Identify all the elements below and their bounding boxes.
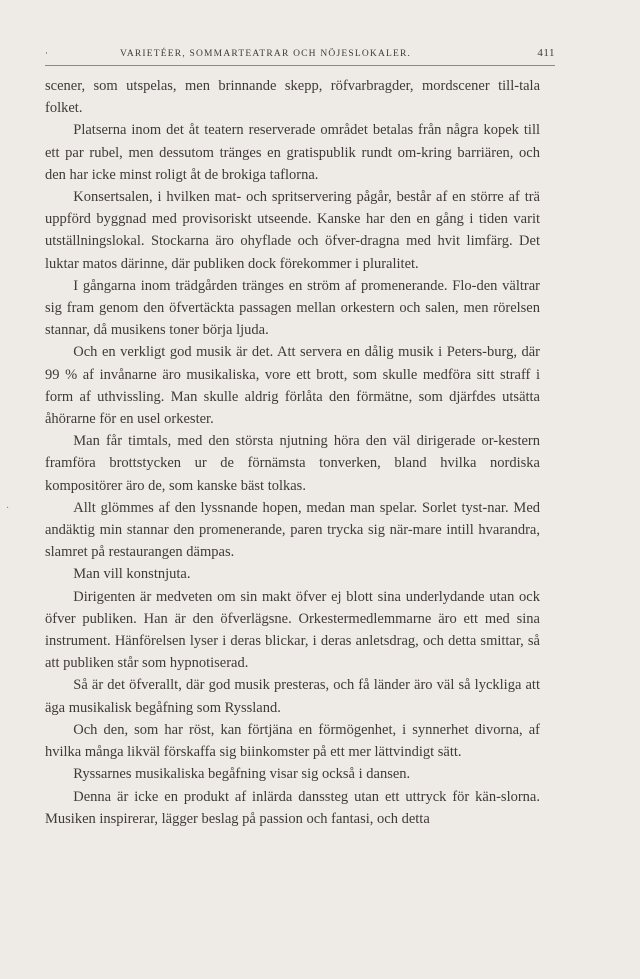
running-title: VARIETÉER, SOMMARTEATRAR OCH NÖJESLOKALER. — [120, 49, 412, 59]
paragraph: Så är det öfverallt, där god musik presteras, och få länder äro väl så lyckliga att äga musikalisk begåfning som Ryssland. — [45, 677, 540, 716]
paragraph: Denna är icke en produkt af inlärda danssteg utan ett uttryck för kän-slorna. Musiken inspirerar, lägger beslag på passion och fantasi, och detta — [45, 788, 540, 827]
paragraph: Man får timtals, med den största njutning höra den väl dirigerade or-kestern framföra brottstycken ur de förnämsta tonverken, bland hvilka nordiska kompositörer äro de, som kanske bäst tolkas. — [45, 433, 540, 494]
paragraph: Platserna inom det åt teatern reserverade området betalas från några kopek till ett par rubel, men dessutom tränges en gratispublik rundt om-kring barriären, och den har icke minst roligt åt de brokiga taflorna. — [45, 122, 540, 183]
paragraph: Man vill konstnjuta. — [73, 566, 191, 583]
paragraph: Och den, som har röst, kan förtjäna en förmögenhet, i synnerhet divorna, af hvilka många likväl förskaffa sig biinkomster på ett mer lättvindigt sätt. — [45, 721, 540, 761]
paragraph: scener, som utspelas, men brinnande skepp, röfvarbragder, mordscener till-tala folket. — [45, 78, 540, 117]
header-rule — [45, 65, 555, 66]
paragraph: I gångarna inom trädgården tränges en ström af promenerande. Flo-den vältrar sig fram genom den öfvertäckta passagen mellan orkestern och salen, men rörelsen stannar, då musikens toner börja ljuda. — [45, 277, 540, 339]
paragraph: Ryssarnes musikaliska begåfning visar sig också i dansen. — [73, 766, 411, 783]
margin-speck: · — [6, 503, 10, 514]
running-header — [45, 46, 555, 64]
paragraph: Och en verkligt god musik är det. Att servera en dålig musik i Peters-burg, där 99 % af invånarne äro musikaliska, vore ett brott, som skulle medföra sitt straff i form af uthvissling. Man skulle aldrig förlåta den förmätne, som djärfdes utsätta åhörarne för en usel orkester. — [45, 344, 540, 428]
paragraph: Allt glömmes af den lyssnande hopen, medan man spelar. Sorlet tyst-nar. Med andäktig min stannar den promenerande, paren trycka sig när-mare intill hvarandra, slamret på restaurangen dämpas. — [45, 499, 540, 561]
body-text — [45, 75, 540, 830]
paragraph: Konsertsalen, i hvilken mat- och spritservering pågår, består af en större af trä uppförd byggnad med provisoriskt utseende. Kanske har den en gång i tiden varit utställningslokal. Stockarna äro ohyflade och öfver-dragna med hvit limfärg. Det luktar matos därinne, där publiken dock förekommer i pluralitet. — [45, 189, 540, 272]
paragraph: Dirigenten är medveten om sin makt öfver ej blott sina underlydande utan ock öfver publiken. Han är den öfverlägsne. Orkestermedlemmarne äro ett med sina instrument. Hänförelsen lyser i deras blickar, i deras anletsdrag, och detta smittar, så att publiken står som hypnotiserad. — [45, 588, 540, 672]
header-mark: · — [45, 48, 50, 58]
page-number: 411 — [537, 47, 555, 59]
